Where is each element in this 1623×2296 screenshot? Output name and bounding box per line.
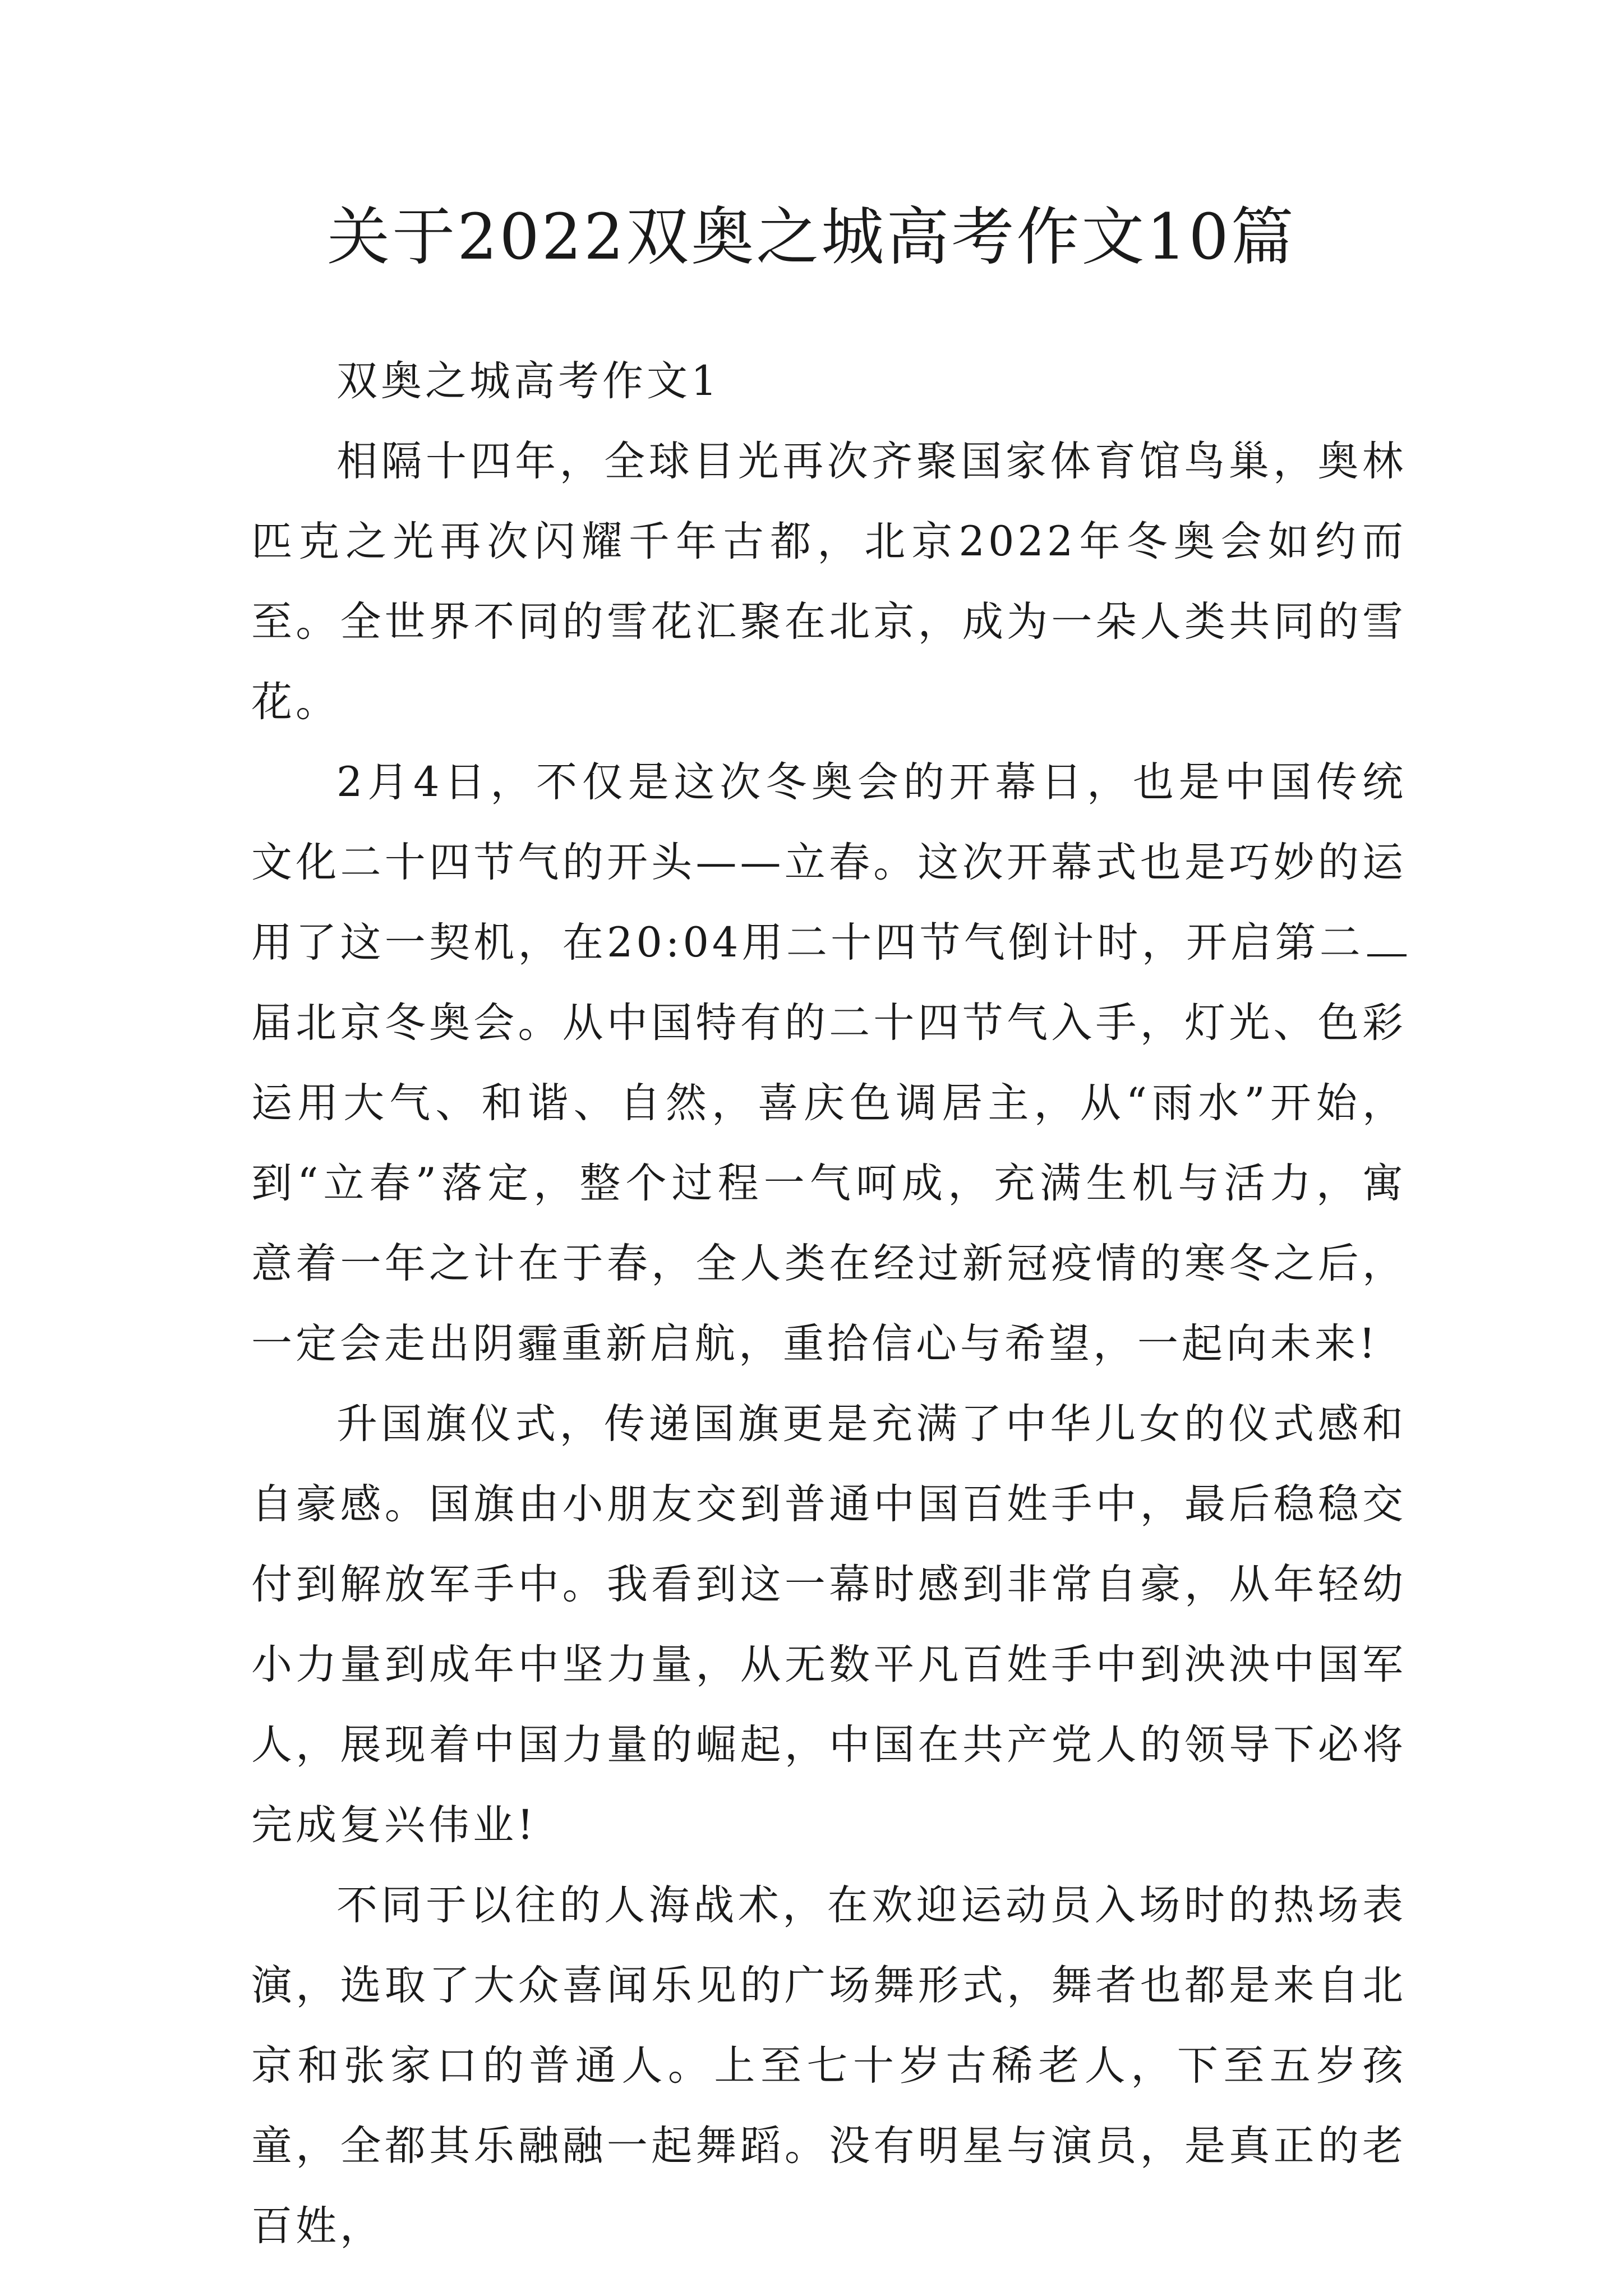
paragraph-2-text: 2月4日，不仅是这次冬奥会的开幕日，也是中国传统文化二十四节气的开头——立春。这次开幕式也是巧妙的运用了这一契机，在20:04用二十四节气倒计时，开启第二 [251, 758, 1407, 967]
fill-in-blank [1367, 952, 1407, 956]
paragraph-2 [251, 742, 1407, 1384]
document-title: 关于2022双奥之城高考作文10篇 [327, 201, 1296, 274]
section-heading: 双奥之城高考作文1 [336, 357, 721, 405]
paragraph-2-continued: 届北京冬奥会。从中国特有的二十四节气入手，灯光、色彩运用大气、和谐、自然，喜庆色调居主，从“雨水”开始，到“立春”落定，整个过程一气呵成，充满生机与活力，寓意着一年之计在于春，全人类在经过新冠疫情的寒冬之后，一定会走出阴霾重新启航，重拾信心与希望，一起向未来! [251, 999, 1407, 1368]
paragraph-1: 相隔十四年，全球目光再次齐聚国家体育馆鸟巢，奥林匹克之光再次闪耀千年古都，北京2022年冬奥会如约而至。全世界不同的雪花汇聚在北京，成为一朵人类共同的雪花。 [251, 438, 1407, 726]
paragraph-4: 不同于以往的人海战术，在欢迎运动员入场时的热场表演，选取了大众喜闻乐见的广场舞形式，舞者也都是来自北京和张家口的普通人。上至七十岁古稀老人，下至五岁孩童，全都其乐融融一起舞蹈。没有明星与演员，是真正的老百姓， [251, 1881, 1407, 2250]
paragraph-3: 升国旗仪式，传递国旗更是充满了中华儿女的仪式感和自豪感。国旗由小朋友交到普通中国百姓手中，最后稳稳交付到解放军手中。我看到这一幕时感到非常自豪，从年轻幼小力量到成年中坚力量，从无数平凡百姓手中到泱泱中国军人，展现着中国力量的崛起，中国在共产党人的领导下必将完成复兴伟业! [251, 1400, 1407, 1849]
document-body [251, 341, 1407, 2266]
